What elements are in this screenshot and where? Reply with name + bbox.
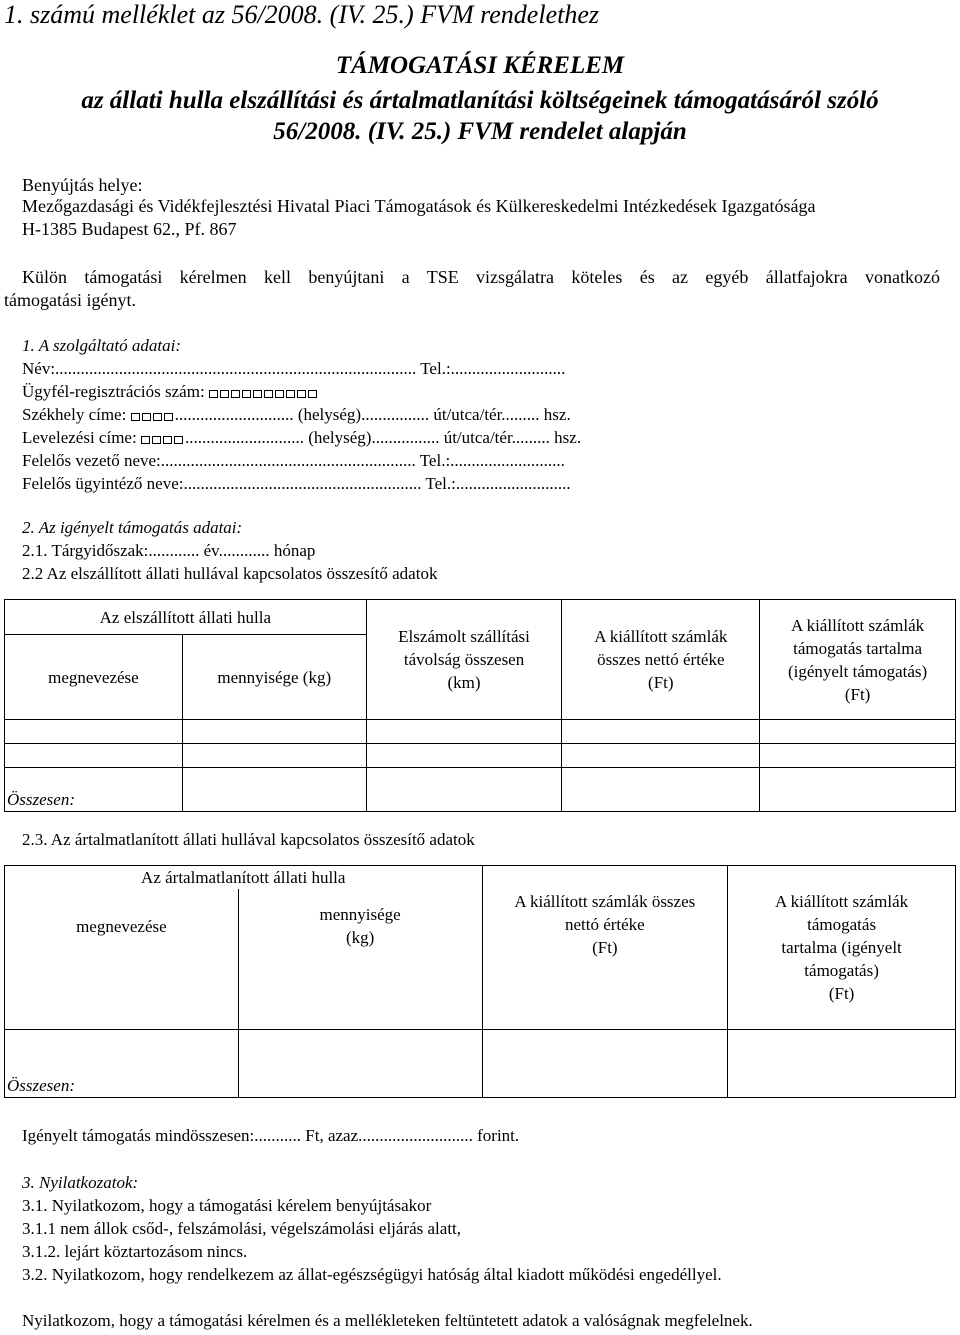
total-row[interactable] [5, 768, 956, 812]
total-row[interactable] [5, 1029, 956, 1097]
registration-digit-box[interactable] [242, 390, 251, 398]
total-label: Összesen: [5, 1029, 239, 1097]
final-statement: Nyilatkozom, hogy a támogatási kérelmen és a mellékleteken feltüntetett adatok a valóságnak megfelelnek. [22, 1311, 753, 1330]
declaration-3-1-1: 3.1.1 nem állok csőd-, felszámolási, végelszámolási eljárás alatt, [22, 1219, 462, 1238]
group-header: Az elszállított állati hulla [5, 600, 367, 635]
col-support: A kiállított számlák támogatás tartalma (igényelt támogatás) (Ft) [728, 866, 956, 1030]
submission-address: H-1385 Budapest 62., Pf. 867 [22, 219, 237, 239]
annex-header: 1. számú melléklet az 56/2008. (IV. 25.) FVM rendelethez [4, 0, 599, 29]
total-claim-field[interactable]: Igényelt támogatás mindösszesen:........... Ft, azaz........................... forint. [22, 1126, 520, 1145]
col-quantity: mennyisége (kg) [182, 635, 366, 720]
transport-table [4, 599, 956, 812]
col-net-value: A kiállított számlák összes nettó értéke (Ft) [562, 600, 760, 720]
mail-postcode-boxes[interactable] [141, 429, 185, 449]
clerk-field[interactable]: Felelős ügyintéző neve:........................................................ Tel.:........................... [22, 474, 571, 493]
declaration-3-1-2: 3.1.2. lejárt köztartozásom nincs. [22, 1242, 248, 1261]
disposal-table [4, 865, 956, 1098]
client-registration-boxes[interactable] [209, 383, 319, 403]
registration-digit-box[interactable] [253, 390, 262, 398]
period-field[interactable]: 2.1. Tárgyidőszak:............ év............ hónap [22, 541, 316, 560]
name-field[interactable]: Név:..................................................................................... Tel.:........................... [22, 359, 566, 378]
registration-digit-box[interactable] [264, 390, 273, 398]
registration-digit-box[interactable] [231, 390, 240, 398]
registration-digit-box[interactable] [220, 390, 229, 398]
declaration-3-1: 3.1. Nyilatkozom, hogy a támogatási kérelem benyújtásakor [22, 1196, 432, 1215]
col-support: A kiállított számlák támogatás tartalma (igényelt támogatás) (Ft) [760, 600, 956, 720]
registration-digit-box[interactable] [297, 390, 306, 398]
submission-office: Mezőgazdasági és Vidékfejlesztési Hivatal Piaci Támogatások és Külkereskedelmi Intézkedések Igazgatósága [22, 196, 816, 216]
seat-postcode-boxes[interactable] [131, 406, 175, 426]
form-title-line2: az állati hulla elszállítási és ártalmatlanítási költségeinek támogatásáról szóló [81, 87, 879, 114]
note-line1: Külön támogatási kérelmen kell benyújtani a TSE vizsgálatra köteles és az egyéb állatfajokra vonatkozó [22, 267, 940, 287]
col-name: megnevezése [5, 635, 183, 720]
total-label: Összesen: [5, 768, 183, 812]
registration-digit-box[interactable] [308, 390, 317, 398]
section2-title: 2. Az igényelt támogatás adatai: [22, 518, 243, 537]
subsection-2-3: 2.3. Az ártalmatlanított állati hullával kapcsolatos összesítő adatok [22, 830, 475, 849]
registration-digit-box[interactable] [209, 390, 218, 398]
note-line2: támogatási igényt. [4, 290, 136, 310]
subsection-2-2: 2.2 Az elszállított állati hullával kapcsolatos összesítő adatok [22, 564, 438, 583]
submission-label: Benyújtás helye: [22, 175, 143, 195]
manager-field[interactable]: Felelős vezető neve:............................................................ Tel.:........................... [22, 451, 565, 470]
registration-digit-box[interactable] [286, 390, 295, 398]
mail-rest: ............................ (helység)................ út/utca/tér......... hsz. [184, 428, 582, 447]
col-name: megnevezése [5, 889, 239, 1029]
section3-title: 3. Nyilatkozatok: [22, 1173, 139, 1192]
seat-address-field[interactable] [22, 405, 571, 426]
col-net-value: A kiállított számlák összes nettó értéke (Ft) [482, 866, 728, 1030]
form-title-line3: 56/2008. (IV. 25.) FVM rendelet alapján [273, 118, 687, 145]
table-row[interactable] [5, 720, 956, 744]
table-row[interactable] [5, 744, 956, 768]
col-distance: Elszámolt szállítási távolság összesen (km) [366, 600, 562, 720]
mail-label: Levelezési címe: [22, 428, 137, 447]
registration-digit-box[interactable] [275, 390, 284, 398]
declaration-3-2: 3.2. Nyilatkozom, hogy rendelkezem az állat-egészségügyi hatóság által kiadott működési engedéllyel. [22, 1265, 722, 1284]
client-registration-field[interactable] [22, 382, 319, 403]
group-header: Az ártalmatlanított állati hulla [5, 866, 483, 890]
client-registration-label: Ügyfél-regisztrációs szám: [22, 382, 205, 401]
form-title: TÁMOGATÁSI KÉRELEM [335, 52, 625, 79]
col-quantity: mennyisége (kg) [238, 889, 482, 1029]
seat-label: Székhely címe: [22, 405, 127, 424]
mailing-address-field[interactable] [22, 428, 581, 449]
section1-title: 1. A szolgáltató adatai: [22, 336, 182, 355]
seat-rest: ............................ (helység)................ út/utca/tér......... hsz. [174, 405, 571, 424]
